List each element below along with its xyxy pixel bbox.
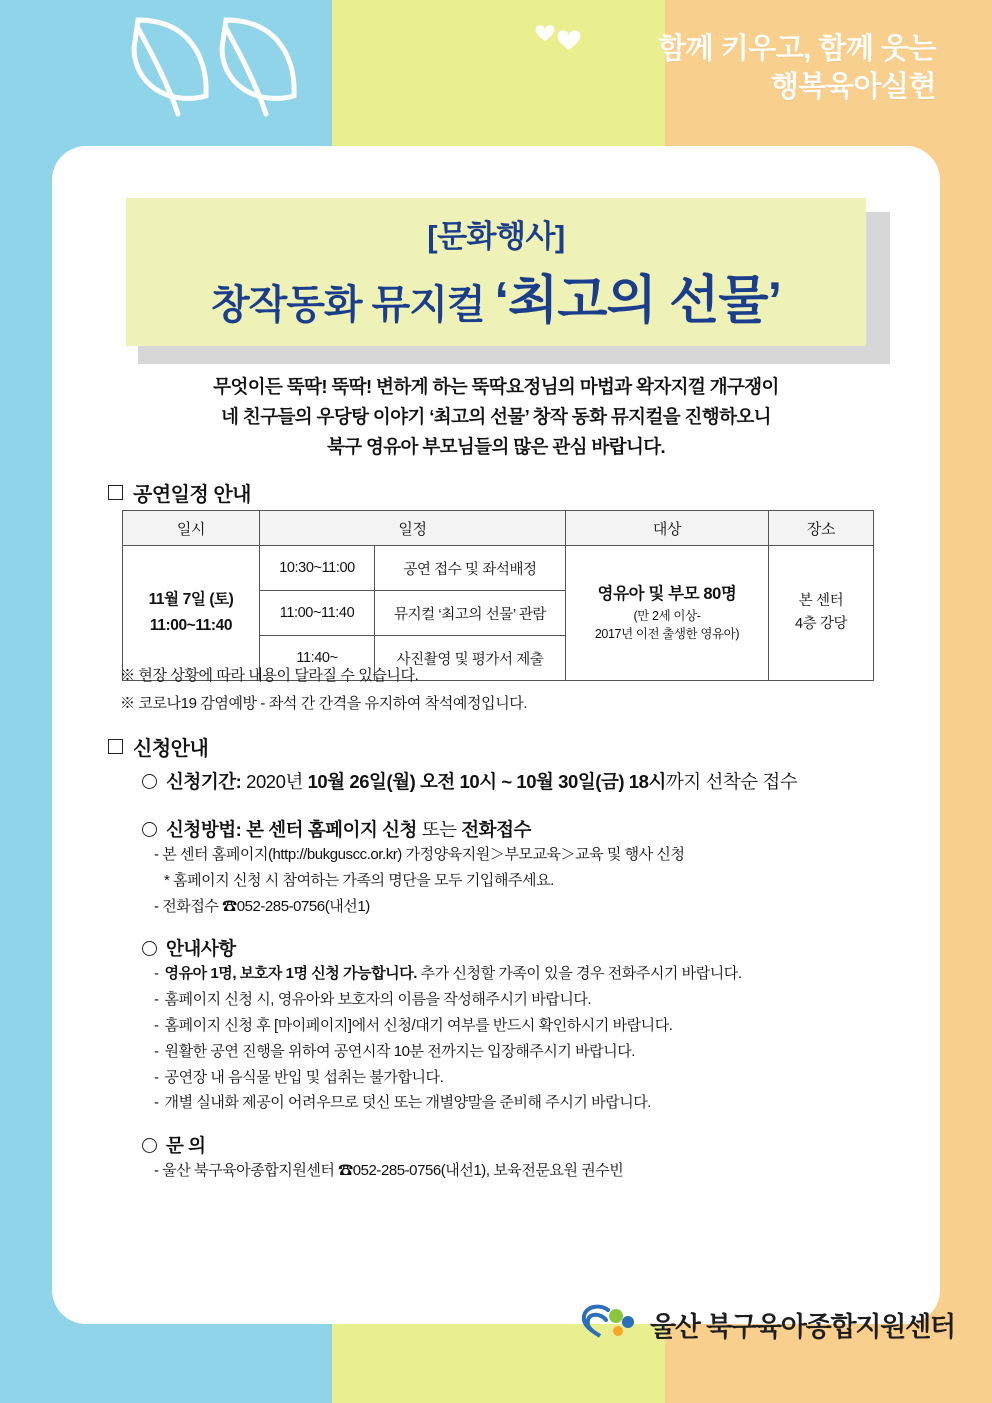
col-header-program: 일정	[260, 511, 566, 546]
cell-target	[566, 546, 769, 681]
title-bracket: [문화행사]	[427, 219, 565, 254]
apply-info	[142, 935, 882, 961]
place-line-1: 본 센터	[798, 592, 844, 609]
info-item-3: 홈페이지 신청 후 [마이페이지]에서 신청/대기 여부를 반드시 확인하시기 바랍니다.	[164, 1016, 673, 1034]
cell-item-2: 뮤지컬 ‘최고의 선물’ 관람	[375, 591, 566, 636]
col-header-when: 일시	[123, 511, 260, 546]
list-item: - 공연장 내 음식물 반입 및 섭취는 불가합니다.	[154, 1065, 882, 1091]
title-box	[126, 198, 866, 346]
phone-number-2: ☎052-285-0756(내선1)	[338, 1162, 486, 1180]
apply-method-value-3: 전화접수	[461, 819, 531, 840]
section-heading-schedule-label: 공연일정 안내	[133, 484, 251, 506]
apply-method	[142, 816, 882, 842]
cell-item-3: 사진촬영 및 평가서 제출	[375, 636, 566, 681]
cell-time-1: 10:30~11:00	[260, 546, 375, 591]
info-item-4: 원활한 공연 진행을 위하여 공연시작 10분 전까지는 입장해주시기 바랍니다.	[164, 1042, 635, 1060]
list-item: - 원활한 공연 진행을 위하여 공연시작 10분 전까지는 입장해주시기 바랍니다.	[154, 1039, 882, 1065]
col-header-target: 대상	[566, 511, 769, 546]
apply-method-value-1: 본 센터 홈페이지 신청	[246, 819, 417, 840]
title-main-part2: ‘최고의 선물’	[494, 272, 782, 330]
section-heading-apply-label: 신청안내	[133, 738, 209, 760]
note-2: ※ 코로나19 감염예방 - 좌석 간 간격을 유지하여 착석예정입니다.	[120, 694, 528, 712]
target-sub-1: (만 2세 이상-	[633, 608, 701, 623]
contact-pre: - 울산 북구육아종합지원센터	[154, 1162, 339, 1180]
apply-method-value-2: 또는	[421, 819, 457, 840]
info-item-6: 개별 실내화 제공이 어려우므로 덧신 또는 개별양말을 준비해 주시기 바랍니다.	[164, 1094, 652, 1112]
apply-body	[142, 768, 882, 1184]
list-item: - 영유아 1명, 보호자 1명 신청 가능합니다. 추가 신청할 가족이 있을 경우 전화주시기 바랍니다.	[154, 965, 742, 983]
info-item-1-bold: 영유아 1명, 보호자 1명 신청 가능합니다.	[164, 965, 417, 983]
apply-method-sub-2: * 홈페이지 신청 시 참여하는 가족의 명단을 모두 기입해주세요.	[164, 871, 554, 889]
schedule-notes	[120, 662, 527, 718]
apply-contact-detail	[154, 1158, 882, 1184]
page-title	[211, 258, 781, 333]
circle-bullet-icon	[142, 1138, 157, 1153]
cell-place	[769, 546, 874, 681]
slogan-line-2: 행복육아실현	[770, 71, 936, 104]
footer-logo	[578, 1302, 955, 1347]
note-1: ※ 현장 상황에 따라 내용이 달라질 수 있습니다.	[120, 667, 419, 684]
place-line-2: 4층 강당	[794, 616, 848, 632]
target-main: 영유아 및 부모 80명	[597, 584, 737, 603]
apply-info-list	[154, 961, 882, 1116]
intro-line-2: 네 친구들의 우당탕 이야기 ‘최고의 선물’ 창작 동화 뮤지컬을 진행하오니	[221, 405, 771, 427]
info-item-2: 홈페이지 신청 시, 영유아와 보호자의 이름을 작성해주시기 바랍니다.	[164, 991, 592, 1009]
list-item: - 홈페이지 신청 후 [마이페이지]에서 신청/대기 여부를 반드시 확인하시기 바랍니다.	[154, 1013, 882, 1039]
when-line-1: 11월 7일 (토)	[148, 590, 234, 608]
circle-bullet-icon	[142, 822, 157, 837]
table-row	[123, 546, 874, 591]
slogan-line-1: 함께 키우고, 함께 웃는	[658, 33, 936, 65]
square-bullet-icon	[108, 485, 123, 500]
cell-item-1: 공연 접수 및 좌석배정	[375, 546, 566, 591]
target-sub-2: 2017년 이전 출생한 영유아)	[594, 626, 740, 641]
intro-line-3: 북구 영유아 부모님들의 많은 관심 바랍니다.	[326, 435, 666, 457]
apply-contact	[142, 1132, 882, 1158]
slogan	[658, 30, 936, 107]
footer-org-name: 울산 북구육아종합지원센터	[650, 1312, 955, 1342]
title-main-part1: 창작동화 뮤지컬	[210, 283, 485, 327]
apply-period-value-3: 까지 선착순 접수	[665, 771, 798, 792]
section-heading-schedule	[108, 478, 251, 507]
schedule-table-wrap	[122, 510, 874, 681]
apply-period	[142, 768, 882, 794]
hearts-icon	[533, 22, 589, 56]
intro-paragraph	[126, 372, 866, 462]
intro-line-1: 무엇이든 뚝딱! 뚝딱! 변하게 하는 뚝딱요정님의 마법과 왁자지껄 개구쟁이	[213, 376, 779, 397]
apply-period-label: 신청기간:	[166, 771, 242, 792]
contact-post: , 보육전문요원 권수빈	[485, 1162, 624, 1180]
apply-contact-label: 문 의	[166, 1135, 206, 1157]
section-heading-apply	[108, 732, 208, 761]
info-item-5: 공연장 내 음식물 반입 및 섭취는 불가합니다.	[164, 1068, 444, 1086]
apply-info-label: 안내사항	[166, 938, 236, 960]
schedule-table	[122, 510, 874, 681]
phone-number-1: ☎052-285-0756(내선1)	[222, 897, 370, 915]
apply-period-value-1: 2020년	[246, 771, 303, 792]
apply-method-sub-3	[154, 894, 882, 920]
apply-method-details	[154, 842, 882, 919]
circle-bullet-icon	[142, 774, 157, 789]
cell-time-3: 11:40~	[260, 636, 375, 681]
info-item-1-rest: 추가 신청할 가족이 있을 경우 전화주시기 바랍니다.	[416, 965, 742, 983]
square-bullet-icon	[108, 739, 123, 754]
circle-bullet-icon	[142, 941, 157, 956]
when-line-2: 11:00~11:40	[149, 617, 233, 634]
leaf-icon	[108, 14, 338, 129]
apply-method-sub-3-pre: - 전화접수	[154, 897, 223, 915]
list-item: - 홈페이지 신청 시, 영유아와 보호자의 이름을 작성해주시기 바랍니다.	[154, 987, 882, 1013]
center-logo-icon	[578, 1302, 640, 1347]
list-item: - 개별 실내화 제공이 어려우므로 덧신 또는 개별양말을 준비해 주시기 바랍니다.	[154, 1090, 882, 1116]
apply-method-label: 신청방법:	[166, 819, 242, 840]
col-header-place: 장소	[769, 511, 874, 546]
table-header-row	[123, 511, 874, 546]
cell-when	[123, 546, 260, 681]
apply-period-value-2: 10월 26일(월) 오전 10시 ~ 10월 30일(금) 18시	[307, 771, 666, 792]
cell-time-2: 11:00~11:40	[260, 591, 375, 636]
apply-method-sub-1: - 본 센터 홈페이지(http://bukguscc.or.kr) 가정양육지원＞부모교육＞교육 및 행사 신청	[154, 846, 685, 863]
